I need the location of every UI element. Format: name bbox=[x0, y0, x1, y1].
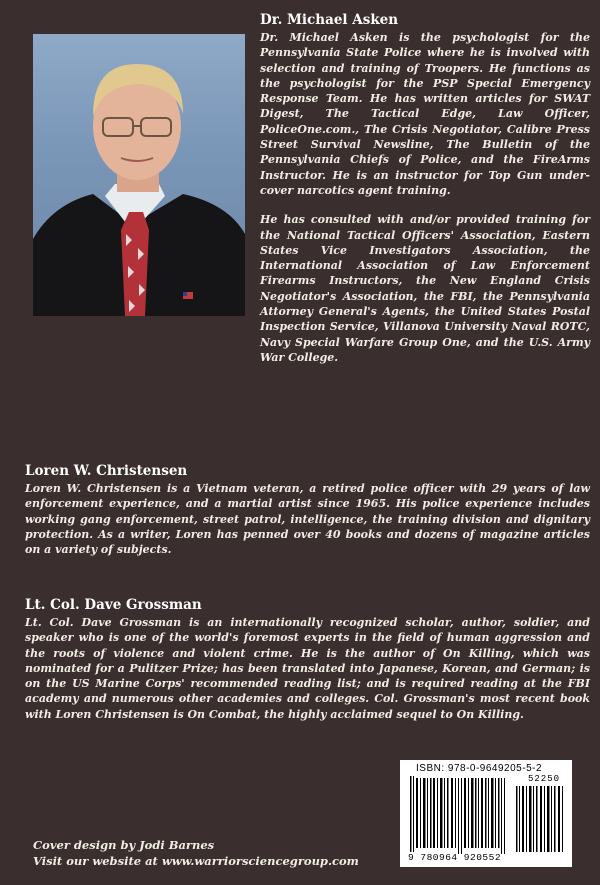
portrait-illustration bbox=[33, 34, 245, 316]
author-bio-consulting: He has consulted with and/or provided training for the National Tactical Officers' Association, Eastern States Vice Investigators Association, the International Association of Law Enforcement Firearms Instructors, the New England Crisis Negotiator's Association, the FBI, the Pennsylvania Attorney General's Agents, the United States Postal Inspection Service, Villanova University Naval ROTC, Navy Special Warfare Group One, and the U.S. Army War College. bbox=[260, 213, 590, 364]
cover-credits bbox=[33, 837, 373, 869]
author-christensen bbox=[25, 463, 590, 557]
website-link: Visit our website at www.warriorsciencegroup.com bbox=[33, 854, 359, 868]
author-name: Lt. Col. Dave Grossman bbox=[25, 597, 202, 613]
cover-design-credit: Cover design by Jodi Barnes bbox=[33, 838, 215, 852]
author-bio: Loren W. Christensen is a Vietnam veteran, a retired police officer with 29 years of law enforcement experience, and a martial artist since 1965. His police experience includes working gang enforcement, street patrol, intelligence, the training division and dignitary protection. As a writer, Loren has penned over 40 books and dozens of magazine articles on a variety of subjects. bbox=[25, 482, 590, 557]
author-asken bbox=[260, 12, 590, 365]
ean-digits: 9 780964 920552 bbox=[408, 852, 502, 863]
author-bio: Dr. Michael Asken is the psychologist for the Pennsylvania State Police where he is involved with selection and training of Troopers. He functions as the psychologist for the PSP Special Emergency Response Team. He has written articles for SWAT Digest, The Tactical Edge, Law Officer, PoliceOne.com., The Crisis Negotiator, Calibre Press Street Survival Newsline, The Bulletin of the Pennsylvania Chiefs of Police, and the FireArms Instructor. He is an instructor for Top Gun under-cover narcotics agent training. bbox=[260, 31, 590, 197]
author-photo bbox=[33, 34, 245, 316]
author-name: Dr. Michael Asken bbox=[260, 12, 399, 28]
author-grossman bbox=[25, 597, 590, 722]
price-code: 52250 bbox=[528, 774, 561, 784]
author-bio: Lt. Col. Dave Grossman is an internationally recognized scholar, author, soldier, and speaker who is one of the world's foremost experts in the field of human aggression and the roots of violence and violent crime. He is the author of On Killing, which was nominated for a Pulitzer Prize; has been translated into Japanese, Korean, and German; is on the US Marine Corps' recommended reading list; and is required reading at the FBI academy and numerous other academies and colleges. Col. Grossman's most recent book with Loren Christensen is On Combat, the highly acclaimed sequel to On Killing. bbox=[25, 616, 590, 721]
author-name: Loren W. Christensen bbox=[25, 463, 188, 479]
isbn-label: ISBN: 978-0-9649205-5-2 bbox=[416, 763, 543, 774]
barcode-bars bbox=[400, 760, 572, 867]
isbn-barcode bbox=[400, 760, 572, 867]
